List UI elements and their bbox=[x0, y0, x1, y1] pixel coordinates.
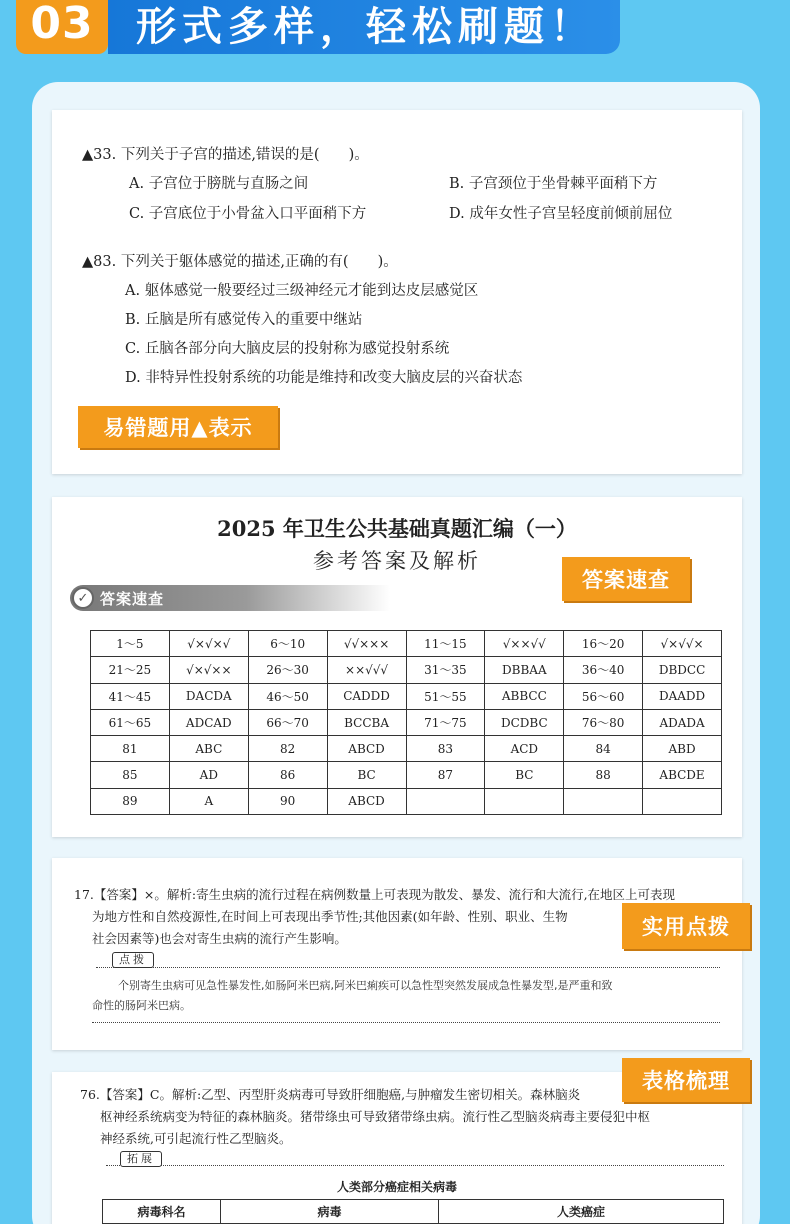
answer-value-cell: √×√×× bbox=[169, 657, 248, 683]
answer-range-cell: 90 bbox=[248, 788, 327, 814]
answer-range-cell: 26～30 bbox=[248, 657, 327, 683]
answer-range-cell: 83 bbox=[406, 736, 485, 762]
answer-range-cell: 86 bbox=[248, 762, 327, 788]
answer-range-cell: 36～40 bbox=[564, 657, 643, 683]
answer-value-cell: √×√×√ bbox=[169, 631, 248, 657]
question-33-option-c: C. 子宫底位于小骨盆入口平面稍下方 bbox=[129, 206, 367, 222]
answer-range-cell: 84 bbox=[564, 736, 643, 762]
error-prone-tag: 易错题用▲表示 bbox=[78, 406, 278, 448]
quick-check-label: 答案速查 bbox=[100, 590, 165, 608]
answer-value-cell: ADADA bbox=[643, 709, 722, 735]
section-number: 03 bbox=[16, 0, 108, 54]
answer-range-cell: 85 bbox=[91, 762, 170, 788]
question-83-stem: ▲83. 下列关于躯体感觉的描述,正确的有( )。 bbox=[82, 254, 398, 270]
answer-value-cell: √×√√× bbox=[643, 631, 722, 657]
question-33-option-b: B. 子宫颈位于坐骨棘平面稍下方 bbox=[449, 176, 658, 192]
answer-value-cell: ABCD bbox=[327, 736, 406, 762]
answer-value-cell: DAADD bbox=[643, 683, 722, 709]
answer-range-cell: 88 bbox=[564, 762, 643, 788]
divider bbox=[96, 967, 720, 968]
answer-range-cell: 41～45 bbox=[91, 683, 170, 709]
answer-range-cell: 46～50 bbox=[248, 683, 327, 709]
answer-range-cell: 71～75 bbox=[406, 709, 485, 735]
answer-table-row bbox=[91, 736, 722, 762]
practical-tip-tag: 实用点拨 bbox=[622, 903, 750, 949]
answer-range-cell: 81 bbox=[91, 736, 170, 762]
answer-value-cell: √××√√ bbox=[485, 631, 564, 657]
question-83-option-b: B. 丘脑是所有感觉传入的重要中继站 bbox=[125, 312, 363, 328]
answer-17-line-2: 为地方性和自然疫源性,在时间上可表现出季节性;其他因素(如年龄、性别、职业、生物 bbox=[92, 909, 568, 924]
divider bbox=[92, 1022, 720, 1023]
answer-value-cell: A bbox=[169, 788, 248, 814]
answer-range-cell: 1～5 bbox=[91, 631, 170, 657]
answer-range-cell: 61～65 bbox=[91, 709, 170, 735]
question-83-option-d: D. 非特异性投射系统的功能是维持和改变大脑皮层的兴奋状态 bbox=[125, 370, 523, 386]
divider bbox=[106, 1165, 724, 1166]
answer-range-cell: 31～35 bbox=[406, 657, 485, 683]
answer-value-cell: DBDCC bbox=[643, 657, 722, 683]
answer-value-cell: ABD bbox=[643, 736, 722, 762]
quick-check-bar bbox=[70, 585, 390, 611]
answer-value-cell bbox=[643, 788, 722, 814]
answer-range-cell: 76～80 bbox=[564, 709, 643, 735]
answer-table-row bbox=[91, 709, 722, 735]
answer-range-cell: 6～10 bbox=[248, 631, 327, 657]
tip-note-line-2: 命性的肠阿米巴病。 bbox=[92, 999, 191, 1012]
answer-table-row bbox=[91, 683, 722, 709]
virus-table-title: 人类部分癌症相关病毒 bbox=[336, 1180, 457, 1194]
answer-range-cell: 51～55 bbox=[406, 683, 485, 709]
answer-value-cell: √√××× bbox=[327, 631, 406, 657]
answer-table-row bbox=[91, 788, 722, 814]
answer-range-cell bbox=[564, 788, 643, 814]
extension-box-label: 拓展 bbox=[120, 1151, 162, 1167]
answer-value-cell: BC bbox=[485, 762, 564, 788]
virus-table bbox=[102, 1199, 724, 1224]
answer-range-cell: 21～25 bbox=[91, 657, 170, 683]
tip-card bbox=[52, 858, 742, 1050]
answer-value-cell: DCDBC bbox=[485, 709, 564, 735]
question-83-option-a: A. 躯体感觉一般要经过三级神经元才能到达皮层感觉区 bbox=[125, 283, 479, 299]
answer-value-cell: DACDA bbox=[169, 683, 248, 709]
answer-value-cell: ABCDE bbox=[643, 762, 722, 788]
answer-76-line-3: 神经系统,可引起流行性乙型脑炎。 bbox=[100, 1131, 292, 1146]
virus-table-header: 人类癌症 bbox=[439, 1200, 724, 1224]
answer-range-cell: 11～15 bbox=[406, 631, 485, 657]
answer-value-cell: ACD bbox=[485, 736, 564, 762]
section-title: 形式多样，轻松刷题！ bbox=[108, 0, 620, 54]
answer-value-cell: ADCAD bbox=[169, 709, 248, 735]
answer-value-cell: BCCBA bbox=[327, 709, 406, 735]
table-summary-tag: 表格梳理 bbox=[622, 1058, 750, 1102]
question-83-option-c: C. 丘脑各部分向大脑皮层的投射称为感觉投射系统 bbox=[125, 341, 450, 357]
answer-key-title: 2025 年卫生公共基础真题汇编（一） bbox=[217, 516, 577, 541]
answer-value-cell: AD bbox=[169, 762, 248, 788]
answer-key-subtitle: 参考答案及解析 bbox=[313, 549, 481, 573]
answer-value-cell: CADDD bbox=[327, 683, 406, 709]
answer-range-cell: 89 bbox=[91, 788, 170, 814]
check-icon: ✓ bbox=[72, 587, 94, 609]
header-banner bbox=[0, 0, 790, 56]
answer-table-row bbox=[91, 657, 722, 683]
question-33-option-a: A. 子宫位于膀胱与直肠之间 bbox=[129, 176, 309, 192]
answer-range-cell: 87 bbox=[406, 762, 485, 788]
answer-value-cell: ××√√√ bbox=[327, 657, 406, 683]
answer-value-cell: ABC bbox=[169, 736, 248, 762]
answer-table-row bbox=[91, 631, 722, 657]
virus-table-header: 病毒科名 bbox=[103, 1200, 221, 1224]
answer-value-cell bbox=[485, 788, 564, 814]
answer-range-cell: 82 bbox=[248, 736, 327, 762]
answer-range-cell: 56～60 bbox=[564, 683, 643, 709]
answer-17-line-3: 社会因素等)也会对寄生虫病的流行产生影响。 bbox=[92, 931, 347, 946]
answer-range-cell: 16～20 bbox=[564, 631, 643, 657]
answer-table bbox=[90, 630, 722, 815]
answer-value-cell: ABCD bbox=[327, 788, 406, 814]
answer-value-cell: DBBAA bbox=[485, 657, 564, 683]
question-33-option-d: D. 成年女性子宫呈轻度前倾前屈位 bbox=[449, 206, 673, 222]
tip-note-line-1: 个别寄生虫病可见急性暴发性,如肠阿米巴病,阿米巴痢疾可以急性型突然发展成急性暴发型,是严重和致 bbox=[118, 979, 613, 992]
virus-table-header: 病毒 bbox=[221, 1200, 439, 1224]
answer-key-card bbox=[52, 497, 742, 837]
error-prone-card bbox=[52, 110, 742, 474]
quick-check-tag: 答案速查 bbox=[562, 557, 690, 601]
answer-17-line-1: 17.【答案】×。解析:寄生虫病的流行过程在病例数量上可表现为散发、暴发、流行和大流行,在地区上可表现 bbox=[74, 887, 676, 902]
answer-value-cell: BC bbox=[327, 762, 406, 788]
answer-range-cell: 66～70 bbox=[248, 709, 327, 735]
answer-76-line-2: 枢神经系统病变为特征的森林脑炎。猪带绦虫可导致猪带绦虫病。流行性乙型脑炎病毒主要侵犯中枢 bbox=[100, 1109, 651, 1124]
answer-range-cell bbox=[406, 788, 485, 814]
answer-76-line-1: 76.【答案】C。解析:乙型、丙型肝炎病毒可导致肝细胞癌,与肿瘤发生密切相关。森林脑炎 bbox=[80, 1087, 581, 1102]
tip-box-label: 点拨 bbox=[112, 952, 154, 968]
answer-table-row bbox=[91, 762, 722, 788]
question-33-stem: ▲33. 下列关于子宫的描述,错误的是( )。 bbox=[82, 147, 369, 163]
answer-value-cell: ABBCC bbox=[485, 683, 564, 709]
